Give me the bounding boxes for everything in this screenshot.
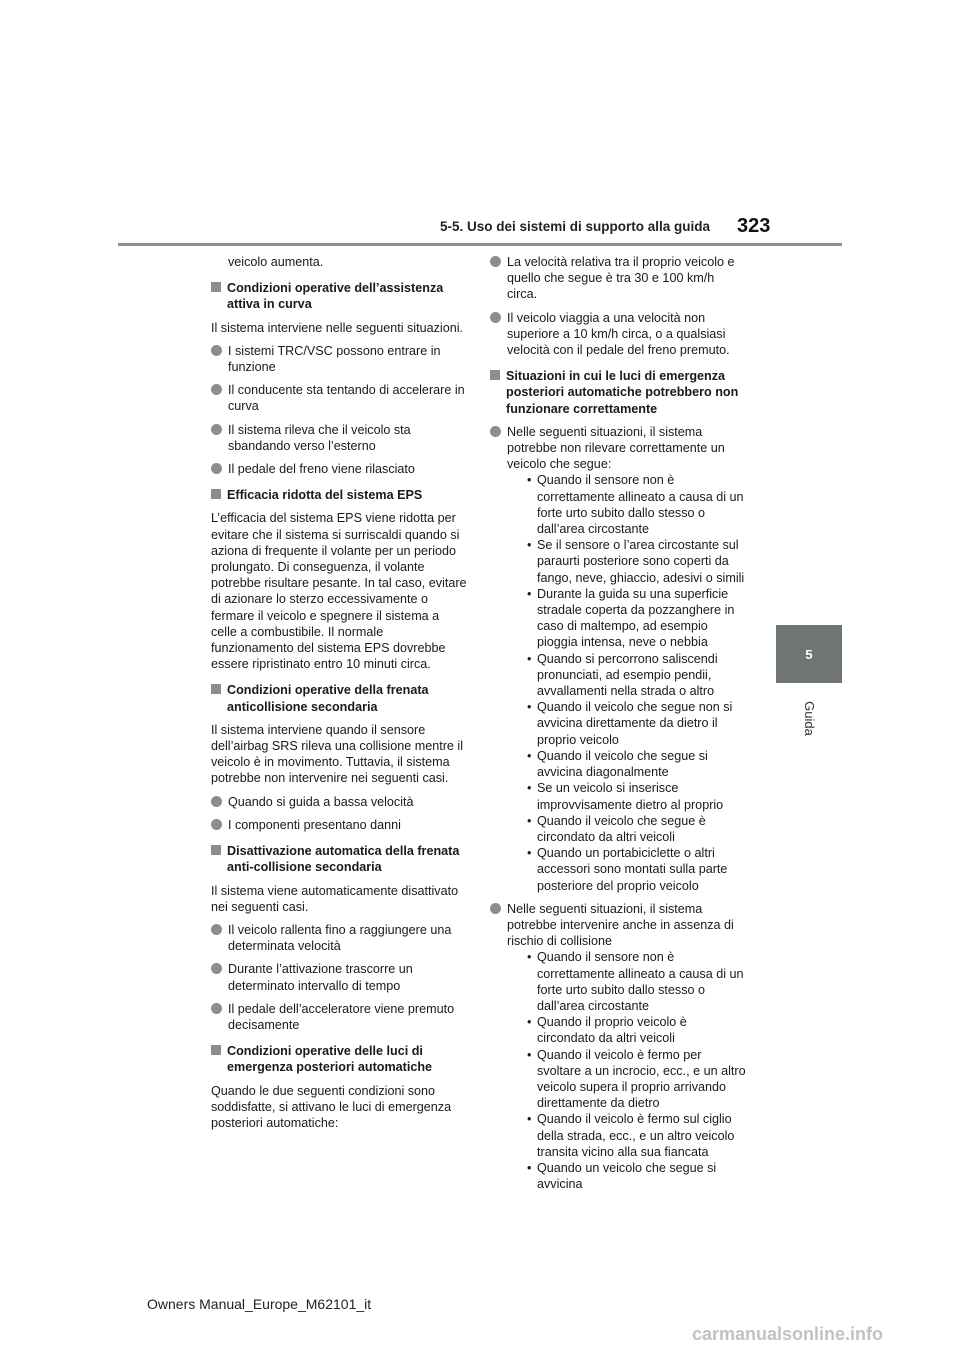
right-column <box>490 254 746 1199</box>
bullet-item <box>211 343 467 375</box>
sub-bullet-icon: • <box>527 700 532 715</box>
page-number: 323 <box>737 215 771 237</box>
header-divider <box>118 243 842 246</box>
sub-item-text: Quando un portabiciclette o altri accessori sono montati sulla parte posteriore del proprio veicolo <box>537 846 728 893</box>
sub-item-text: Quando un veicolo che segue si avvicina <box>537 1160 717 1192</box>
square-marker-icon <box>211 684 221 694</box>
sub-list <box>490 472 746 893</box>
sub-item-text: Se un veicolo si inserisce improvvisamente dietro al proprio <box>537 781 724 812</box>
sub-item-text: Quando il proprio veicolo è circondato da altri veicoli <box>537 1015 687 1046</box>
section-title: 5-5. Uso dei sistemi di supporto alla guida <box>440 219 711 234</box>
heading-text: Condizioni operative della frenata anticollisione secondaria <box>227 683 429 714</box>
bullet-dot-icon <box>211 819 222 830</box>
chapter-label <box>785 693 833 743</box>
bullet-text: Il conducente sta tentando di accelerare in curva <box>228 383 465 414</box>
sub-item-text: Durante la guida su una superficie stradale coperta da pozzanghere in caso di maltempo, ad esempio pioggia intensa, neve o nebbia <box>537 586 735 650</box>
bullet-item <box>211 461 467 477</box>
bullet-text: Il sistema rileva che il veicolo sta sbandando verso l’esterno <box>228 422 411 453</box>
sub-item-text: Quando il veicolo è fermo per svoltare a un incrocio, ecc., e un altro veicolo supera il proprio arrivando direttamente da dietro <box>537 1047 746 1111</box>
section-heading <box>211 843 467 875</box>
sub-bullet-icon: • <box>527 473 532 488</box>
bullet-text: Il pedale dell’acceleratore viene premuto decisamente <box>228 1001 455 1032</box>
square-marker-icon <box>211 282 221 292</box>
sub-item-text: Quando il veicolo che segue si avvicina diagonalmente <box>537 748 708 780</box>
square-marker-icon <box>211 489 221 499</box>
left-column <box>211 254 467 1138</box>
bullet-text: Quando si guida a bassa velocità <box>228 794 414 809</box>
sub-bullet-icon: • <box>527 781 532 796</box>
sub-item <box>507 472 746 537</box>
section-heading <box>211 487 467 503</box>
bullet-item <box>490 424 746 473</box>
bullet-item <box>490 254 746 303</box>
heading-text: Disattivazione automatica della frenata anti-collisione secondaria <box>227 844 460 875</box>
sub-item <box>507 1111 746 1160</box>
sub-bullet-icon: • <box>527 813 532 828</box>
bullet-text: I sistemi TRC/VSC possono entrare in funzione <box>228 343 441 375</box>
sub-item <box>507 651 746 700</box>
sub-item <box>507 1160 746 1192</box>
bullet-dot-icon <box>490 903 501 914</box>
bullet-group <box>490 901 746 1193</box>
sub-item <box>507 780 746 812</box>
heading-text: Situazioni in cui le luci di emergenza posteriori automatiche potrebbero non funzionare correttamente <box>506 369 739 416</box>
sub-bullet-icon: • <box>527 1112 532 1127</box>
bullet-item <box>211 382 467 414</box>
heading-text: Efficacia ridotta del sistema EPS <box>227 488 423 503</box>
square-marker-icon <box>211 1045 221 1055</box>
sub-item <box>507 1014 746 1046</box>
sub-item-text: Quando il sensore non è correttamente allineato a causa di un forte urto subito dallo stesso o dall’area circostante <box>537 473 744 537</box>
bullet-text: Durante l’attivazione trascorre un determinato intervallo di tempo <box>228 962 413 993</box>
sub-bullet-icon: • <box>527 651 532 666</box>
heading-text: Condizioni operative dell’assistenza attiva in curva <box>227 281 444 312</box>
bullet-item <box>490 310 746 359</box>
sub-bullet-icon: • <box>527 846 532 861</box>
bullet-dot-icon <box>211 384 222 395</box>
square-marker-icon <box>490 370 500 380</box>
sub-item <box>507 1047 746 1112</box>
bullet-dot-icon <box>211 424 222 435</box>
sub-item <box>507 813 746 845</box>
bullet-text: Il veicolo viaggia a una velocità non superiore a 10 km/h circa, o a qualsiasi velocità con il pedale del freno premuto. <box>507 310 730 358</box>
bullet-item <box>211 961 467 993</box>
watermark: carmanualsonline.info <box>692 1324 884 1344</box>
bullet-dot-icon <box>211 1003 222 1014</box>
bullet-dot-icon <box>211 924 222 935</box>
bullet-text: I componenti presentano danni <box>228 817 401 832</box>
sub-item <box>507 845 746 894</box>
bullet-text: Il veicolo rallenta fino a raggiungere una determinata velocità <box>228 922 452 954</box>
continuation-text: veicolo aumenta. <box>228 255 324 269</box>
bullet-item <box>211 1001 467 1033</box>
sub-item <box>507 949 746 1014</box>
bullet-text: Nelle seguenti situazioni, il sistema potrebbe non rilevare correttamente un veicolo che segue: <box>507 424 725 472</box>
bullet-dot-icon <box>211 796 222 807</box>
sub-item-text: Quando il sensore non è correttamente allineato a causa di un forte urto subito dallo stesso o dall’area circostante <box>537 950 744 1013</box>
square-marker-icon <box>211 845 221 855</box>
bullet-item <box>490 901 746 950</box>
bullet-dot-icon <box>490 426 501 437</box>
sub-item-text: Quando il veicolo che segue è circondato da altri veicoli <box>537 813 706 844</box>
section-heading <box>490 368 746 417</box>
sub-bullet-icon: • <box>527 1015 532 1030</box>
section-heading <box>211 1043 467 1075</box>
paragraph: Quando le due seguenti condizioni sono soddisfatte, si attivano le luci di emergenza posteriori automatiche: <box>211 1083 452 1130</box>
bullet-dot-icon <box>490 312 501 323</box>
sub-bullet-icon: • <box>527 538 532 553</box>
sub-item-text: Se il sensore o l’area circostante sul paraurti posteriore sono coperti da fango, neve, ghiaccio, adesivi o simili <box>537 538 745 585</box>
section-heading <box>211 682 467 714</box>
paragraph: Il sistema viene automaticamente disattivato nei seguenti casi. <box>211 883 459 914</box>
heading-text: Condizioni operative delle luci di emergenza posteriori automatiche <box>227 1044 433 1075</box>
sub-bullet-icon: • <box>527 950 532 965</box>
chapter-tab: 5 <box>776 625 842 683</box>
sub-item <box>507 537 746 586</box>
sub-item-text: Quando il veicolo è fermo sul ciglio della strada, ecc., e un altro veicolo transita vicino alla sua fiancata <box>537 1112 735 1159</box>
bullet-item <box>211 817 467 833</box>
sub-bullet-icon: • <box>527 748 532 763</box>
bullet-text: La velocità relativa tra il proprio veicolo e quello che segue è tra 30 e 100 km/h circa. <box>507 255 735 302</box>
bullet-dot-icon <box>490 256 501 267</box>
bullet-group <box>490 424 746 894</box>
bullet-dot-icon <box>211 345 222 356</box>
sub-bullet-icon: • <box>527 1160 532 1175</box>
sub-list <box>490 949 746 1192</box>
sub-item-text: Quando si percorrono saliscendi pronunciati, ad esempio pendii, avvallamenti nella strada o altro <box>537 651 718 699</box>
chapter-name: Guida <box>801 700 817 736</box>
paragraph: Il sistema interviene nelle seguenti situazioni. <box>211 320 464 335</box>
bullet-dot-icon <box>211 463 222 474</box>
sub-item <box>507 748 746 780</box>
bullet-item <box>211 422 467 454</box>
section-heading <box>211 280 467 312</box>
bullet-text: Il pedale del freno viene rilasciato <box>228 462 415 477</box>
bullet-text: Nelle seguenti situazioni, il sistema potrebbe intervenire anche in assenza di rischio di collisione <box>507 901 734 949</box>
sub-bullet-icon: • <box>527 1047 532 1062</box>
footer-manual-id: Owners Manual_Europe_M62101_it <box>147 1296 372 1312</box>
bullet-item <box>211 794 467 810</box>
bullet-dot-icon <box>211 963 222 974</box>
sub-item <box>507 586 746 651</box>
paragraph: Il sistema interviene quando il sensore dell’airbag SRS rileva una collisione mentre il veicolo è in movimento. Tuttavia, il sistema potrebbe non intervenire nei seguenti casi. <box>211 722 463 786</box>
paragraph: L’efficacia del sistema EPS viene ridotta per evitare che il sistema si surriscaldi quando si aziona di frequente il volante per un periodo prolungato. Di conseguenza, il volante potrebbe risultare pesante. In tal caso, evitare di azionare lo sterzo eccessivamente o fermare il veicolo e spegnere il sistema a celle a combustibile. Il normale funzionamento del sistema EPS dovrebbe essere ripristinato entro 10 minuti circa. <box>211 511 467 672</box>
sub-item <box>507 699 746 748</box>
bullet-item <box>211 922 467 954</box>
sub-bullet-icon: • <box>527 586 532 601</box>
sub-item-text: Quando il veicolo che segue non si avvicina direttamente da dietro il proprio veicolo <box>537 700 733 747</box>
